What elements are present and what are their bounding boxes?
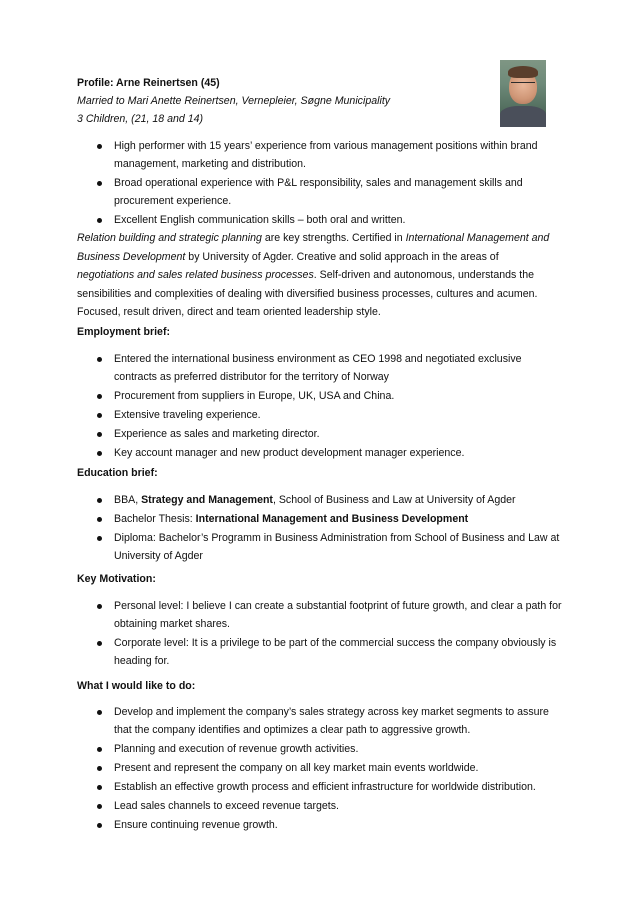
list-item: Entered the international business environment as CEO 1998 and negotiated exclusive contracts as preferred distributor for the territory of Norway bbox=[97, 350, 567, 386]
children-info: 3 Children, (21, 18 and 14) bbox=[77, 113, 204, 125]
bullet-icon bbox=[97, 604, 102, 609]
list-item: BBA, Strategy and Management, School of Business and Law at University of Agder bbox=[97, 491, 567, 509]
list-item: Personal level: I believe I can create a substantial footprint of future growth, and clear a path for obtaining market shares. bbox=[97, 597, 567, 633]
bullet-icon bbox=[97, 357, 102, 362]
list-item: Key account manager and new product development manager experience. bbox=[97, 444, 567, 462]
bullet-icon bbox=[97, 181, 102, 186]
profile-bullets bbox=[97, 137, 567, 230]
motivation-heading: Key Motivation: bbox=[77, 573, 156, 585]
list-item: Experience as sales and marketing director. bbox=[97, 425, 567, 443]
list-item: Lead sales channels to exceed revenue targets. bbox=[97, 797, 567, 815]
list-item: Ensure continuing revenue growth. bbox=[97, 816, 567, 834]
profile-name: Profile: Arne Reinertsen (45) bbox=[77, 77, 220, 89]
todo-heading: What I would like to do: bbox=[77, 680, 196, 692]
bullet-icon bbox=[97, 498, 102, 503]
list-item: Procurement from suppliers in Europe, UK, USA and China. bbox=[97, 387, 567, 405]
bullet-icon bbox=[97, 766, 102, 771]
list-item: Present and represent the company on all key market main events worldwide. bbox=[97, 759, 567, 777]
profile-photo bbox=[500, 60, 546, 127]
bullet-icon bbox=[97, 710, 102, 715]
list-item: Establish an effective growth process and efficient infrastructure for worldwide distribution. bbox=[97, 778, 567, 796]
list-item: Extensive traveling experience. bbox=[97, 406, 567, 424]
list-item: High performer with 15 years’ experience from various management positions within brand management, marketing and distribution. bbox=[97, 137, 567, 173]
marital-status: Married to Mari Anette Reinertsen, Vernepleier, Søgne Municipality bbox=[77, 95, 391, 107]
list-item: Develop and implement the company’s sales strategy across key market segments to assure that the company identifies and optimizes a clear path to aggressive growth. bbox=[97, 703, 567, 739]
summary-paragraph: Relation building and strategic planning are key strengths. Certified in International Management and Business Development by University of Agder. Creative and solid approach in the areas of negotiations and sales related business processes. Self-driven and autonomous, understands the sensibilities and complexities of dealing with diversified business processes, cultures and acumen. Focused, result driven, direct and team oriented leadership style. bbox=[77, 232, 550, 318]
education-heading: Education brief: bbox=[77, 467, 158, 479]
bullet-icon bbox=[97, 804, 102, 809]
bullet-icon bbox=[97, 517, 102, 522]
bullet-icon bbox=[97, 536, 102, 541]
list-item: Excellent English communication skills – both oral and written. bbox=[97, 211, 567, 229]
list-item: Diploma: Bachelor’s Programm in Business Administration from School of Business and Law at University of Agder bbox=[97, 529, 567, 565]
bullet-icon bbox=[97, 218, 102, 223]
motivation-list bbox=[97, 597, 567, 671]
bullet-icon bbox=[97, 413, 102, 418]
bullet-icon bbox=[97, 823, 102, 828]
bullet-icon bbox=[97, 432, 102, 437]
list-item: Broad operational experience with P&L responsibility, sales and management skills and procurement experience. bbox=[97, 174, 567, 210]
education-list bbox=[97, 491, 567, 566]
bullet-icon bbox=[97, 394, 102, 399]
bullet-icon bbox=[97, 747, 102, 752]
list-item: Corporate level: It is a privilege to be part of the commercial success the company obviously is heading for. bbox=[97, 634, 567, 670]
bullet-icon bbox=[97, 641, 102, 646]
list-item: Bachelor Thesis: International Management and Business Development bbox=[97, 510, 567, 528]
list-item: Planning and execution of revenue growth activities. bbox=[97, 740, 567, 758]
profile-header bbox=[77, 74, 487, 128]
todo-list bbox=[97, 703, 567, 835]
bullet-icon bbox=[97, 451, 102, 456]
employment-list bbox=[97, 350, 567, 463]
bullet-icon bbox=[97, 785, 102, 790]
bullet-icon bbox=[97, 144, 102, 149]
employment-heading: Employment brief: bbox=[77, 326, 171, 338]
